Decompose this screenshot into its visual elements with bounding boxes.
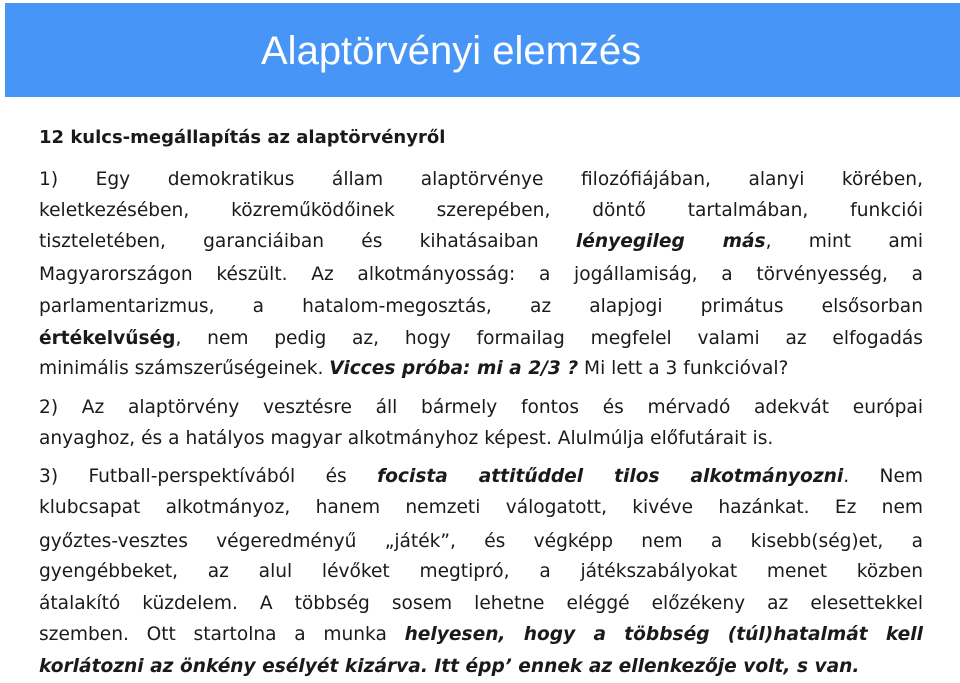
paragraph-3-line-5: átalakító küzdelem. A többség sosem lehetne eléggé előzékeny az elesettekkel: [39, 593, 923, 614]
emphasis-span: lényegileg más: [575, 231, 766, 252]
emphasis-span: focista attitűddel tilos alkotmányozni: [377, 466, 844, 487]
emphasis-span: helyesen, hogy a többség (túl)hatalmát kell: [404, 624, 923, 645]
paragraph-1-line-6: [39, 324, 923, 354]
paragraph-1-line-3: [39, 227, 923, 257]
text-span: . Nem: [843, 466, 923, 487]
paragraph-1-line-5: parlamentarizmus, a hatalom-megosztás, az alapjogi primátus elsősorban: [39, 296, 923, 317]
paragraph-3-line-3: győztes-vesztes végeredményű „játék”, és végképp nem a kisebb(ség)et, a: [39, 531, 923, 552]
text-span: szemben. Ott startolna a munka: [39, 624, 405, 645]
text-span: 3) Futball-perspektívából és: [39, 466, 378, 487]
paragraph-1-line-2: keletkezésében, közreműködőinek szerepében, döntő tartalmában, funkciói: [39, 200, 923, 221]
paragraph-3-line-6: [39, 620, 923, 650]
emphasis-span: Vicces próba: mi a 2/3 ?: [329, 358, 579, 379]
paragraph-3-line-7: korlátozni az önkény esélyét kizárva. Itt épp’ ennek az ellenkezője volt, s van.: [39, 656, 860, 677]
paragraph-3-line-1: [39, 462, 923, 492]
paragraph-1-line-1: 1) Egy demokratikus állam alaptörvénye filozófiájában, alanyi körében,: [39, 169, 923, 190]
paragraph-1-line-7: [39, 354, 923, 384]
text-span: , nem pedig az, hogy formailag megfelel valami az elfogadás: [175, 328, 923, 349]
paragraph-1-line-4: Magyarországon készült. Az alkotmányosság: a jogállamiság, a törvényesség, a: [39, 264, 923, 285]
slide-heading: 12 kulcs-megállapítás az alaptörvényről: [39, 127, 446, 148]
text-span: Mi lett a 3 funkcióval?: [578, 358, 789, 379]
paragraph-3-line-4: gyengébbeket, az alul lévőket megtipró, a játékszabályokat menet közben: [39, 561, 923, 582]
text-span: minimális számszerűségeinek.: [39, 358, 330, 379]
title-bar: [5, 3, 960, 97]
emphasis-span: értékelvűség: [39, 328, 176, 349]
paragraph-2-line-2: anyaghoz, és a hatályos magyar alkotmányhoz képest. Alulmúlja előfutárait is.: [39, 428, 774, 449]
paragraph-3-line-2: klubcsapat alkotmányoz, hanem nemzeti válogatott, kivéve hazánkat. Ez nem: [39, 497, 923, 518]
text-span: tiszteletében, garanciáiban és kihatásaiban: [39, 231, 576, 252]
paragraph-2-line-1: 2) Az alaptörvény vesztésre áll bármely fontos és mérvadó adekvát európai: [39, 397, 923, 418]
text-span: , mint ami: [765, 231, 923, 252]
slide-title: Alaptörvényi elemzés: [261, 29, 642, 73]
